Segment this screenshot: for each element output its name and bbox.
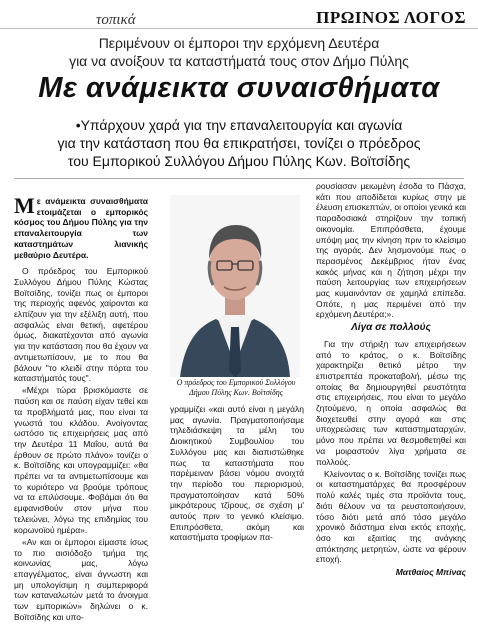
article-column-2	[170, 404, 304, 545]
body-paragraph: «Αν και οι έμποροι είμαστε ίσως το πιο αισιόδοξο τμήμα της κοινωνίας μας, λόγω επαγγέλματος, είναι άγνωστη και μη υπολογίσιμη η συμπεριφορά των καταναλωτών μετά το άνοιγμα των εμπορικών» δηλώνει ο κ. Βοϊτσίδης και υπο-	[14, 536, 148, 622]
article-column-3	[316, 181, 466, 578]
divider	[14, 178, 464, 179]
page-header	[0, 0, 478, 29]
section-subtitle: Λίγα σε πολλούς	[351, 322, 431, 334]
author-signature: Ματθαίος Μπίνας	[395, 567, 466, 578]
article-headline: Με ανάμεικτα συναισθήματα	[38, 72, 440, 104]
portrait-photo	[170, 195, 300, 377]
newspaper-masthead: ΠΡΩΙΝΟΣ ΛΟΓΟΣ	[316, 8, 466, 27]
drop-cap: Μ	[14, 193, 35, 218]
body-paragraph: Για την στήριξη των επιχειρήσεων από το κράτος, ο κ. Βοϊτσίδης χαρακτηρίζει θετικό μέτρο την επιστρεπτέα προκαταβολή, μέσω της οποίας θα δημιουργηθεί ρευστότητα στις επιχειρήσεις, που είναι το μεγάλο ζητούμενο, η οποία ασφαλώς θα διοχετευθεί στην αγορά και στις υποχρεώσεις των καταστηματαρχών, μόνο που πρέπει να θεσμοθετηθεί και να μοιραστούν λίγα χρήματα σε πολλούς.	[316, 338, 466, 467]
lead-text: ε ανάμεικτα συναισθήματα ετοιμάζεται ο εμπορικός κόσμος του Δήμου Πύλης για την επαναλειτουργία των καταστημάτων λιανικής μεθαύριο Δευτέρα.	[14, 196, 148, 260]
article-column-1	[14, 193, 148, 624]
body-paragraph: «Μέχρι τώρα βρισκόμαστε σε παύση και σε παύση είχαν τεθεί και τα προβλήματά μας, που είναι τα γνωστά του κλάδου. Ανοίγοντας ωστόσο τις επιχειρήσεις μας από την Δευτέρα 11 Μαΐου, αυτά θα έρθουν σε πρώτο πλάνο» τονίζει ο κ. Βοϊτσίδης και υπογραμμίζει: «θα πρέπει να τα αντιμετωπίσουμε και το κυριότερο να βρούμε τρόπους να τα επιλύσουμε. Φοβάμαι ότι θα εμφανισθούν στον μήνα που τελειώνει, λόγω της επιδημίας του κορωνοϊού ημέρα».	[14, 385, 148, 535]
portrait-image	[170, 195, 300, 377]
body-paragraph: Ο πρόεδρος του Εμπορικού Συλλόγου Δήμου Πύλης Κώστας Βοϊτσίδης, τονίζει πως οι έμποροι της περιοχής αφενός χαίρονται κα ελπίζουν για την εξέλιξη αυτή, που ασφαλώς είναι θετική, αφετέρου όμως, διακατέχονται από αγωνία για την κατάσταση που θα έχουν να αντιμετωπίσουν, με το που θα βάλουν "το κλειδί στην πόρτα του καταστήματός τους".	[14, 266, 148, 384]
section-label: τοπικά	[96, 12, 136, 28]
body-paragraph: Κλείνοντας ο κ. Βοϊτσίδης τονίζει πως οι καταστηματάρχες θα προσφέρουν πολύ καλές τιμές στα προϊόντα τους, διότι θέλουν να τα ρευστοποιήσουν, τόσο διότι μετά από τόσο μεγάλο χρονικό διάστημα είναι εκτός εποχής, όσο και εξαιτίας της ανάγκης απόκτησης μετρητών, ώστε να φέρουν εποχή.	[316, 468, 466, 565]
article-deck: Περιμένουν οι έμποροι την ερχόμενη Δευτέρα για να ανοίξουν τα καταστήματά τους στον Δήμο Πύλης	[69, 35, 409, 69]
body-paragraph: γραμμίζει «και αυτό είναι η μεγάλη μας αγωνία. Πραγματοποιήσαμε τηλεδιάσκεψη τα μέλη του Διοικητικού Συμβουλίου του Συλλόγου μας και διαπιστώθηκε πως τα καταστήματα που παρέμειναν βάσει νόμου ανοιχτά την περίοδο του περιορισμού, πραγματοποίησαν κατά 50% μικρότερους τζίρους, σε σχέση μ' αυτούς πριν το γενικό κλείσιμο. Επιπρόσθετα, ακόμη και καταστήματα τροφίμων πα-	[170, 404, 304, 543]
body-paragraph: ρουσίασαν μειωμένη έσοδα το Πάσχα, κάτι που αποδίδεται κυρίως στην με έλευση επισκεπτών, οι οποίοι γενικά και παραδοσιακά στηρίζουν την τοπική οικονομία. Επιπρόσθετα, έχουμε υπόψη μας την κίνηση πριν το κλείσιμο της αγοράς. Δεν λησμονούμε πως ο περασμένος Δεκέμβριος ήταν ένας κακός μήνας και η ζήτηση μέχρι την παύση λειτουργίας των επιχειρήσεων μας κυμαινόνταν σε χαμηλά επίπεδα. Οπότε, η μας περιμένει από την ερχόμενη Δευτέρα;».	[316, 181, 466, 320]
article-subhead: •Υπάρχουν χαρά για την επαναλειτουργία και αγωνία για την κατάσταση που θα επικρατήσει, τονίζει ο πρόεδρος του Εμπορικού Συλλόγου Δήμου Πύλης Κων. Βοϊτσίδης	[57, 117, 421, 169]
lead-paragraph	[14, 193, 148, 260]
photo-caption: Ο πρόεδρος του Εμπορικού Συλλόγου Δήμου Πύλης Κων. Βοϊτσίδης	[176, 378, 296, 397]
